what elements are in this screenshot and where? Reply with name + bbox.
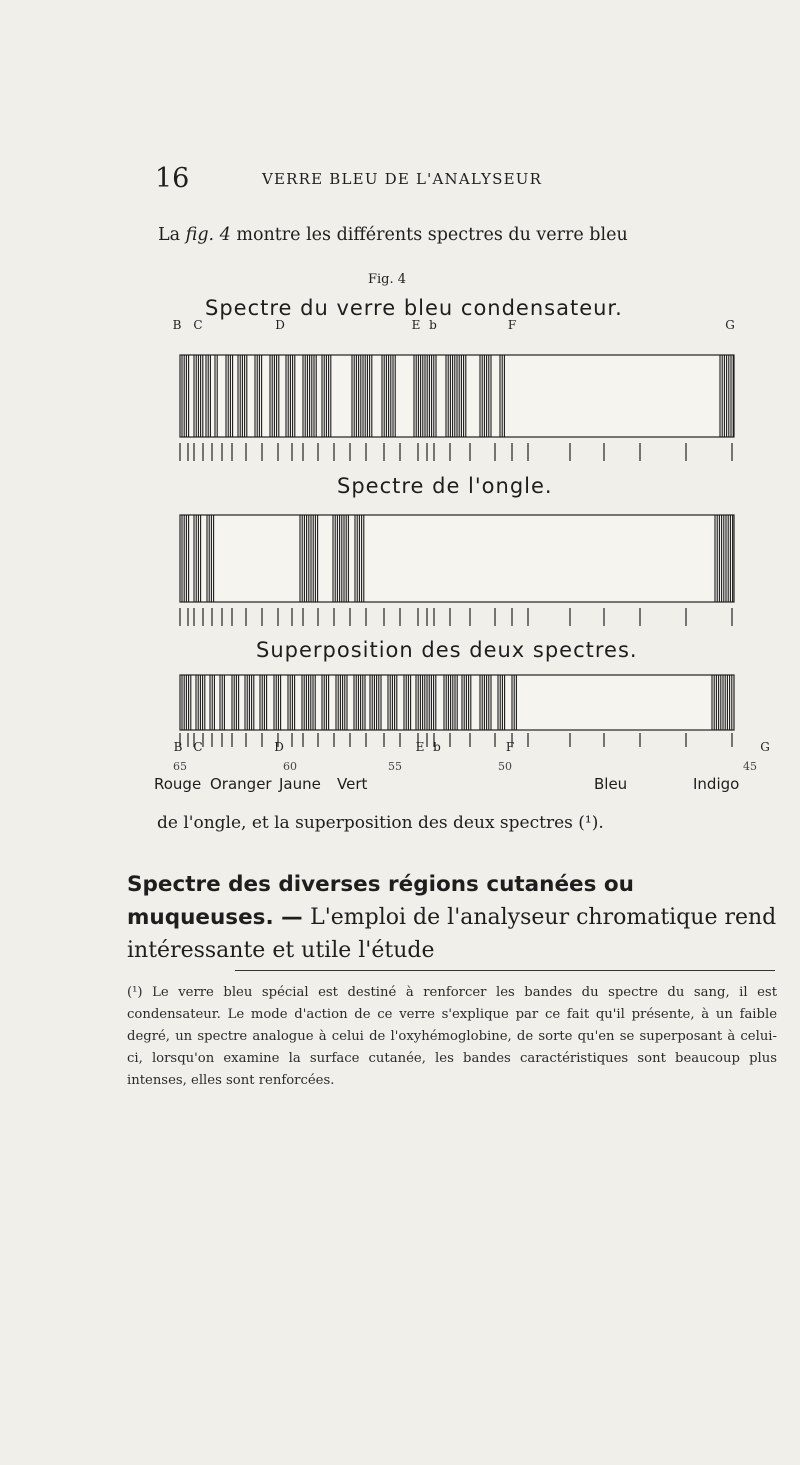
figure-caption-continuation: de l'ongle, et la superposition des deux spectres (¹). xyxy=(157,813,604,833)
bottom-letter-g: G xyxy=(760,740,770,754)
wavelength-55: 55 xyxy=(388,760,402,773)
line-letter-c: C xyxy=(193,318,203,332)
line-letter-b: B xyxy=(172,318,182,332)
spectrum1-absorption-band xyxy=(720,355,733,437)
bottom-letter-c: C xyxy=(193,740,203,754)
color-jaune: Jaune xyxy=(279,775,321,793)
line-letter-e: E xyxy=(411,318,421,332)
line-letter-g: G xyxy=(725,318,735,332)
footnote-rule xyxy=(235,970,775,971)
line-letter-b-small: b xyxy=(429,318,437,332)
spectrum2-absorption-band xyxy=(715,515,733,602)
line-letter-f: F xyxy=(507,318,517,332)
spectrum2-ticks xyxy=(180,608,732,626)
panel-title-nail: Spectre de l'ongle. xyxy=(337,474,553,498)
spectrum3-ticks xyxy=(180,733,732,747)
section-title xyxy=(127,868,777,967)
section-title-bold: Spectre des diverses régions cutanées ou muqueuses. — xyxy=(127,872,634,930)
spectrum-superposition xyxy=(180,675,734,747)
spectrum1-absorption-band xyxy=(303,355,316,437)
spectrum3-absorption-band xyxy=(444,675,457,730)
color-bleu: Bleu xyxy=(594,775,628,793)
bottom-letter-d: D xyxy=(274,740,284,754)
figure-label: Fig. 4 xyxy=(368,272,407,287)
color-vert: Vert xyxy=(337,775,368,793)
line-letter-d: D xyxy=(275,318,285,332)
spectrum2-frame xyxy=(180,515,734,602)
spectrum-blue-glass xyxy=(180,355,734,461)
wavelength-60: 60 xyxy=(283,760,297,773)
spectrum1-ticks xyxy=(180,443,732,461)
bottom-letter-e: E xyxy=(415,740,425,754)
spectrum2-absorption-band xyxy=(300,515,318,602)
wavelength-65: 65 xyxy=(173,760,187,773)
color-rouge: Rouge xyxy=(154,775,202,793)
footnote: (¹) Le verre bleu spécial est destiné à renforcer les bandes du spectre du sang, il est condensateur. Le mode d'action de ce verre s'explique par ce fait qu'il présente, à un faible degré, un spectre analogue à celui de l'oxyhémoglobine, de sorte qu'en se superposant à celui-ci, lorsqu'on examine la surface cutanée, les bandes caractéristiques sont beaucoup plus intenses, elles sont renforcées. xyxy=(127,985,777,1088)
color-oranger: Oranger xyxy=(210,775,272,793)
panel-title-blue-glass: Spectre du verre bleu condensateur. xyxy=(205,296,623,320)
spectrum3-absorption-band xyxy=(302,675,315,730)
intro-prefix: La xyxy=(158,225,181,245)
bottom-letter-b: B xyxy=(173,740,183,754)
page-number: 16 xyxy=(155,163,190,194)
running-head: VERRE BLEU DE L'ANALYSEUR xyxy=(262,170,543,188)
color-indigo: Indigo xyxy=(693,775,740,793)
spectrum1-absorption-band xyxy=(382,355,395,437)
spectrum-nail xyxy=(180,515,734,626)
intro-suffix: montre les différents spectres du verre bleu xyxy=(236,225,628,245)
figure-reference: fig. 4 xyxy=(185,225,231,245)
wavelength-45: 45 xyxy=(743,760,757,773)
bottom-letter-f: F xyxy=(505,740,515,754)
section-title-rest: L'emploi de l'analyseur chromatique rend intéressante et utile l'étude xyxy=(127,905,777,963)
bottom-letter-b-small: b xyxy=(433,740,441,754)
panel-title-superposition: Superposition des deux spectres. xyxy=(256,638,638,662)
wavelength-50: 50 xyxy=(498,760,512,773)
